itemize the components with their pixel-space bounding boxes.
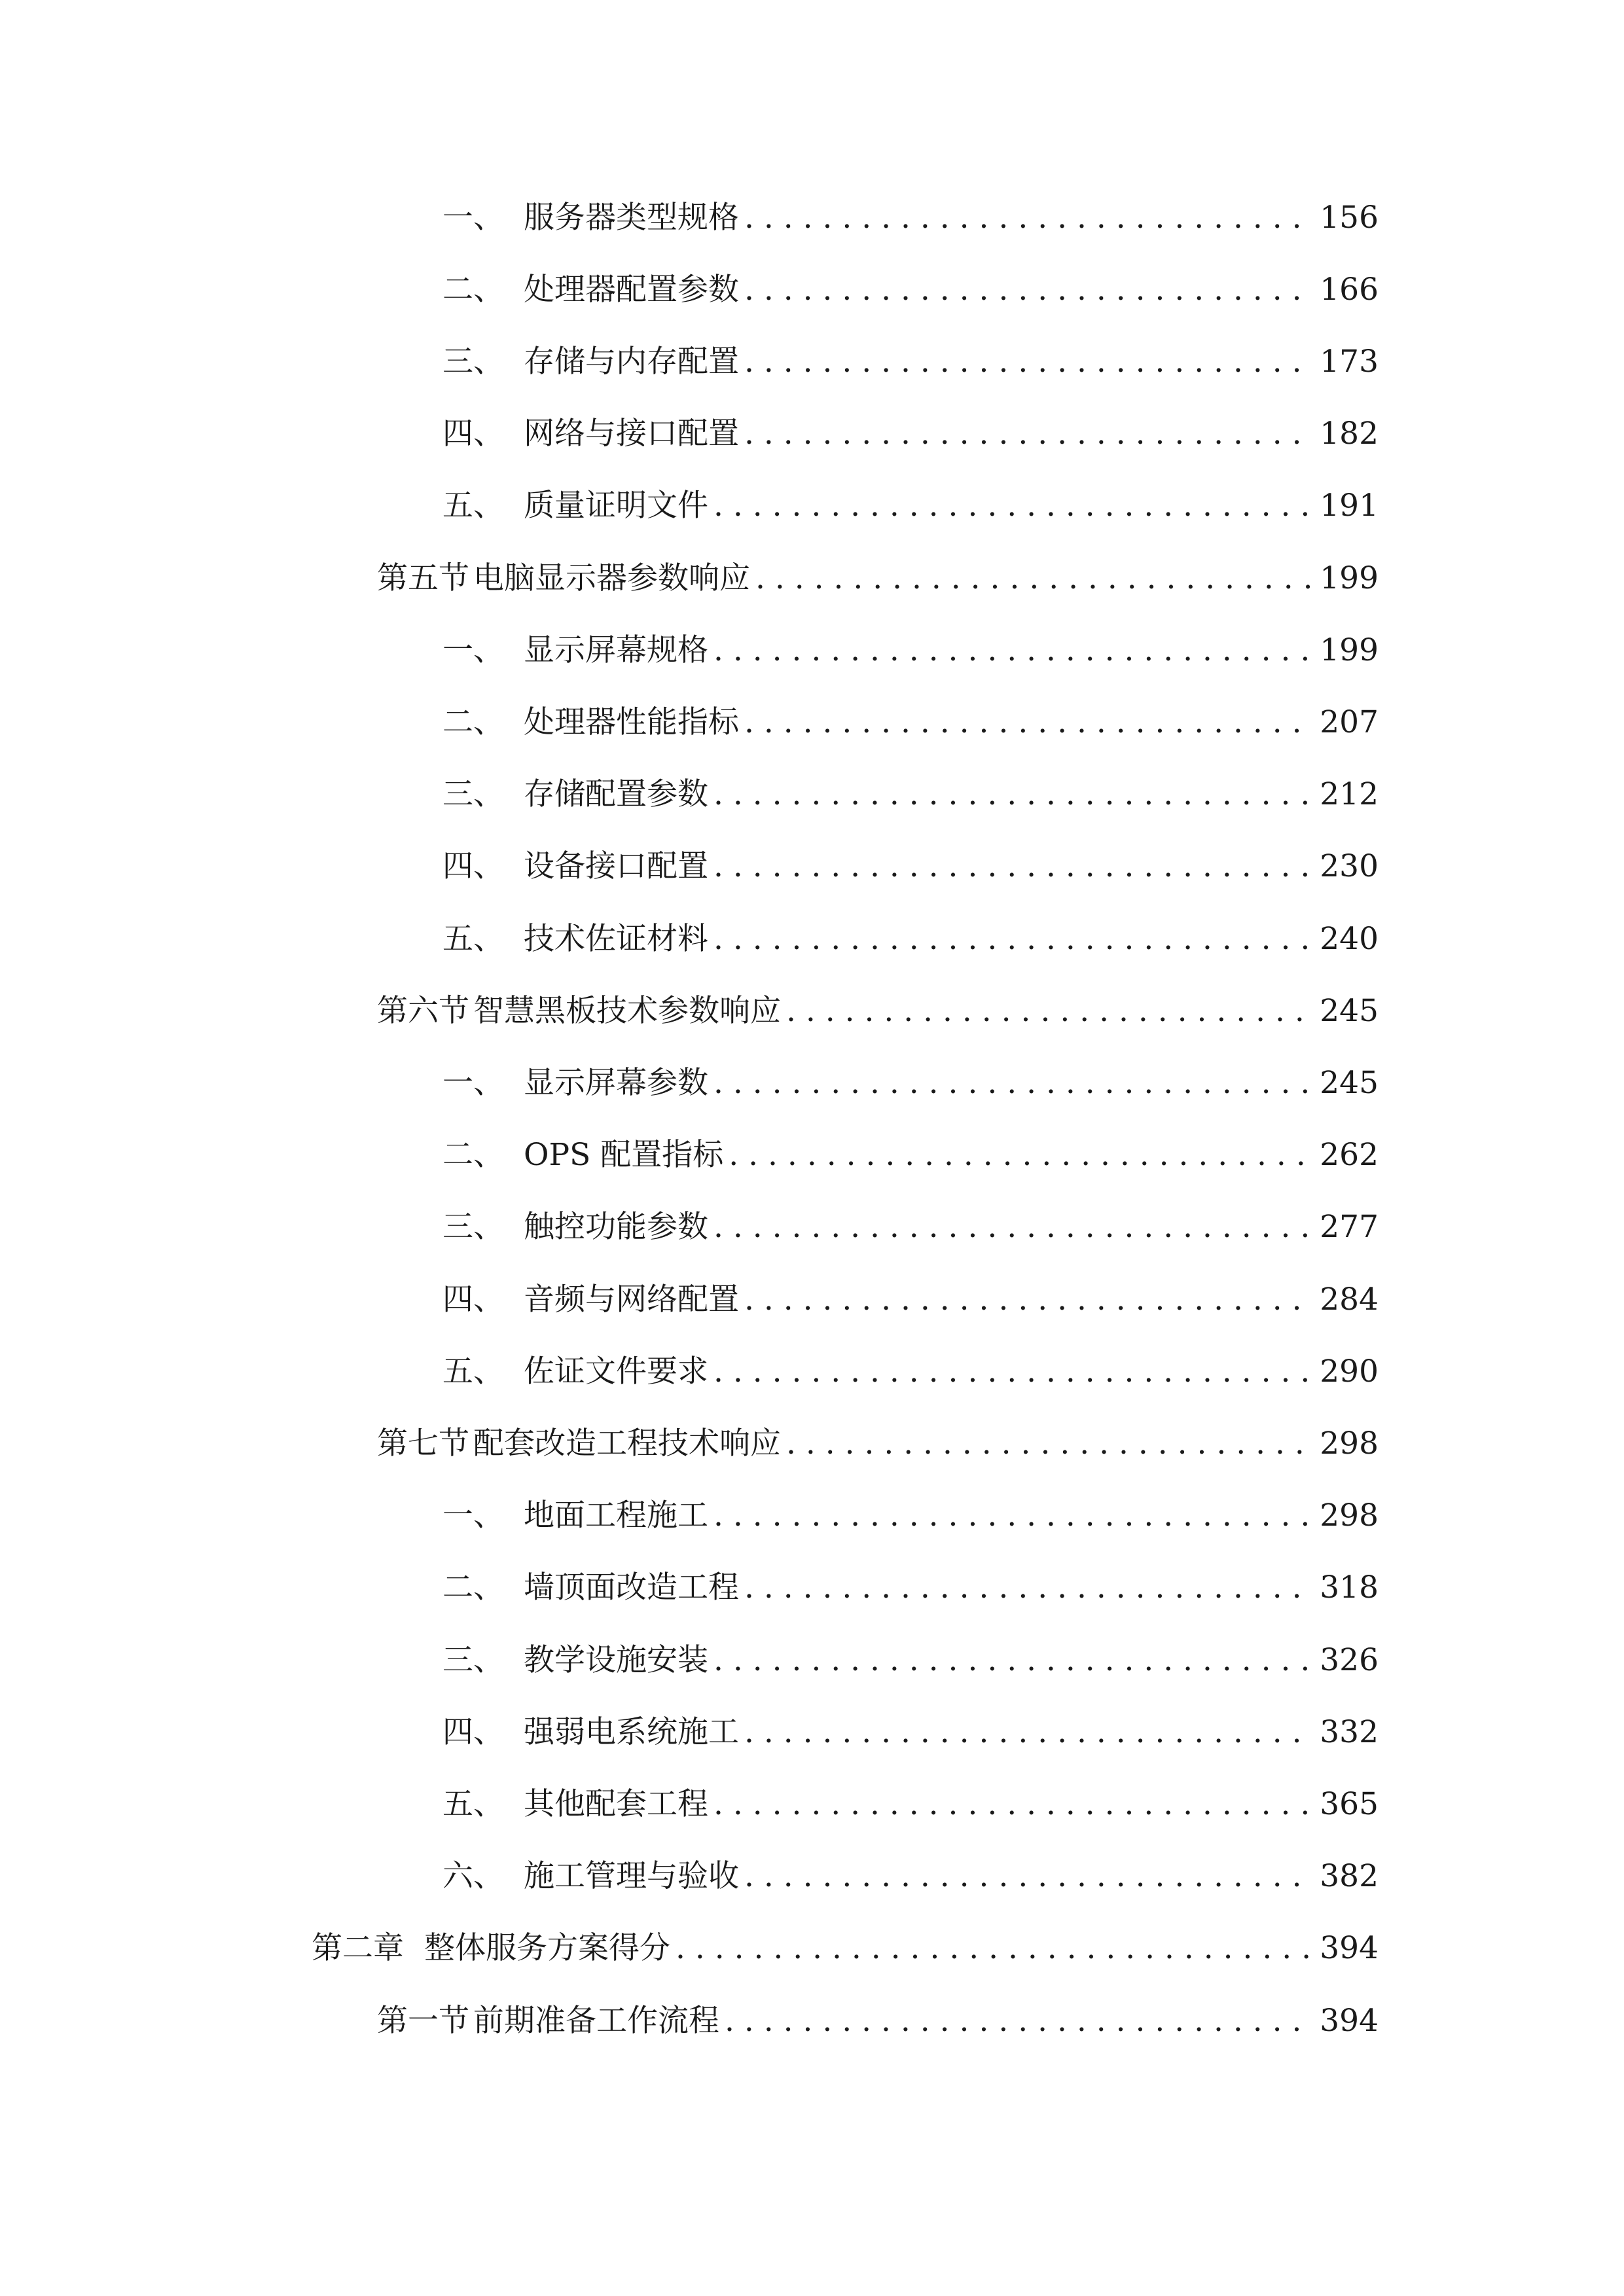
dot-leader	[713, 779, 1312, 810]
toc-entry-title: 质量证明文件	[524, 488, 708, 524]
toc-entry[interactable]	[442, 1335, 1379, 1407]
toc-entry-title: OPS 配置指标	[524, 1137, 724, 1174]
toc-entry-title: 存储配置参数	[524, 776, 708, 813]
toc-entry-number: 第一节	[377, 2002, 469, 2039]
toc-entry-page-number: 298	[1320, 1498, 1379, 1534]
toc-entry-page-number: 332	[1320, 1713, 1379, 1750]
toc-entry-number: 四、	[442, 1713, 504, 1750]
toc-entry-title: 网络与接口配置	[524, 416, 739, 452]
toc-entry[interactable]	[442, 1047, 1379, 1119]
toc-entry-number: 四、	[442, 1281, 504, 1318]
dot-leader	[744, 1572, 1312, 1603]
toc-entry-title: 智慧黑板技术参数响应	[473, 992, 781, 1029]
toc-entry-title: 显示屏幕参数	[524, 1064, 708, 1101]
toc-entry-title: 教学设施安装	[524, 1641, 708, 1678]
toc-entry-number: 六、	[442, 1858, 504, 1895]
dot-leader	[744, 418, 1312, 449]
toc-entry-page-number: 365	[1320, 1785, 1379, 1822]
toc-entry-number: 一、	[442, 199, 504, 236]
toc-entry-page-number: 318	[1320, 1570, 1379, 1606]
toc-entry-number: 一、	[442, 1498, 504, 1534]
toc-entry-title: 音频与网络配置	[524, 1281, 739, 1318]
toc-entry-number: 二、	[442, 1137, 504, 1174]
toc-entry-page-number: 230	[1320, 848, 1379, 885]
toc-entry[interactable]	[442, 1263, 1379, 1335]
toc-entry[interactable]	[442, 1840, 1379, 1912]
toc-entry-number: 三、	[442, 1641, 504, 1678]
toc-entry-number: 五、	[442, 1353, 504, 1390]
dot-leader	[744, 274, 1312, 305]
toc-entry-title: 电脑显示器参数响应	[473, 560, 750, 596]
toc-entry-page-number: 290	[1320, 1353, 1379, 1390]
toc-entry-page-number: 382	[1320, 1858, 1379, 1895]
dot-leader	[729, 1139, 1312, 1170]
toc-entry-page-number: 207	[1320, 704, 1379, 740]
toc-entry-page-number: 199	[1320, 632, 1379, 668]
toc-entry-number: 二、	[442, 704, 504, 740]
toc-entry-number: 三、	[442, 1209, 504, 1246]
dot-leader	[725, 2005, 1312, 2036]
toc-entry[interactable]	[442, 1696, 1379, 1768]
toc-entry[interactable]	[377, 1407, 1379, 1479]
dot-leader	[755, 563, 1312, 594]
toc-entry[interactable]	[442, 831, 1379, 903]
toc-entry-number: 三、	[442, 343, 504, 380]
toc-entry-title: 墙顶面改造工程	[524, 1570, 739, 1606]
toc-entry[interactable]	[377, 1984, 1379, 2056]
toc-entry-number: 二、	[442, 271, 504, 308]
toc-entry-title: 存储与内存配置	[524, 343, 739, 380]
dot-leader	[713, 1211, 1312, 1242]
toc-entry-title: 前期准备工作流程	[473, 2002, 719, 2039]
toc-entry-page-number: 199	[1320, 560, 1379, 596]
toc-entry-page-number: 262	[1320, 1137, 1379, 1174]
toc-entry-number: 五、	[442, 488, 504, 524]
toc-entry[interactable]	[442, 470, 1379, 542]
toc-entry-title: 施工管理与验收	[524, 1858, 739, 1895]
dot-leader	[713, 1645, 1312, 1676]
toc-entry[interactable]	[442, 253, 1379, 325]
toc-entry-number: 五、	[442, 1785, 504, 1822]
toc-entry-number: 第六节	[377, 992, 469, 1029]
toc-entry-title: 强弱电系统施工	[524, 1713, 739, 1750]
toc-entry-title: 触控功能参数	[524, 1209, 708, 1246]
dot-leader	[713, 1067, 1312, 1098]
dot-leader	[713, 1500, 1312, 1531]
toc-entry-page-number: 212	[1320, 776, 1379, 813]
toc-entry-title: 处理器配置参数	[524, 271, 739, 308]
toc-entry[interactable]	[442, 1480, 1379, 1552]
toc-entry-page-number: 173	[1320, 343, 1379, 380]
dot-leader	[744, 707, 1312, 738]
dot-leader	[713, 924, 1312, 954]
toc-entry-title: 配套改造工程技术响应	[473, 1425, 781, 1462]
toc-entry-title: 技术佐证材料	[524, 920, 708, 957]
toc-entry[interactable]	[442, 325, 1379, 397]
toc-entry-number: 一、	[442, 632, 504, 668]
toc-entry[interactable]	[442, 686, 1379, 758]
toc-entry-page-number: 166	[1320, 271, 1379, 308]
toc-entry-page-number: 245	[1320, 992, 1379, 1029]
toc-entry[interactable]	[442, 398, 1379, 470]
dot-leader	[713, 851, 1312, 882]
toc-entry-number: 三、	[442, 776, 504, 813]
toc-entry-title: 服务器类型规格	[524, 199, 739, 236]
toc-entry-title: 佐证文件要求	[524, 1353, 708, 1390]
toc-entry-page-number: 245	[1320, 1064, 1379, 1101]
toc-entry-title: 显示屏幕规格	[524, 632, 708, 668]
dot-leader	[676, 1933, 1312, 1964]
dot-leader	[713, 1789, 1312, 1820]
toc-entry-page-number: 284	[1320, 1281, 1379, 1318]
toc-entry-number: 第五节	[377, 560, 469, 596]
toc-entry[interactable]	[442, 614, 1379, 686]
toc-entry-title: 处理器性能指标	[524, 704, 739, 740]
toc-entry[interactable]	[312, 1912, 1379, 1984]
toc-entry-page-number: 240	[1320, 920, 1379, 957]
toc-entry[interactable]	[442, 1552, 1379, 1624]
toc-entry[interactable]	[442, 1768, 1379, 1840]
dot-leader	[744, 1284, 1312, 1315]
toc-entry-title: 整体服务方案得分	[424, 1930, 670, 1967]
dot-leader	[744, 202, 1312, 233]
toc-entry[interactable]	[442, 1191, 1379, 1263]
toc-entry-page-number: 394	[1320, 2002, 1379, 2039]
dot-leader	[713, 1356, 1312, 1387]
dot-leader	[786, 1428, 1312, 1459]
toc-entry-number: 四、	[442, 848, 504, 885]
toc-entry-page-number: 182	[1320, 416, 1379, 452]
toc-entry-number: 二、	[442, 1570, 504, 1606]
dot-leader	[786, 996, 1312, 1026]
toc-entry-number: 一、	[442, 1064, 504, 1101]
toc-entry-page-number: 277	[1320, 1209, 1379, 1246]
dot-leader	[744, 1861, 1312, 1892]
dot-leader	[744, 1717, 1312, 1748]
toc-entry-page-number: 191	[1320, 488, 1379, 524]
toc-entry[interactable]	[442, 1119, 1379, 1191]
toc-entry-number: 第二章	[312, 1930, 404, 1967]
toc-entry[interactable]	[442, 759, 1379, 831]
toc-entry[interactable]	[377, 542, 1379, 614]
dot-leader	[713, 490, 1312, 521]
toc-entry-number: 五、	[442, 920, 504, 957]
toc-entry-number: 四、	[442, 416, 504, 452]
toc-entry-page-number: 326	[1320, 1641, 1379, 1678]
toc-entry-page-number: 394	[1320, 1930, 1379, 1967]
toc-entry-title: 地面工程施工	[524, 1498, 708, 1534]
toc-entry[interactable]	[442, 1624, 1379, 1696]
toc-entry-number: 第七节	[377, 1425, 469, 1462]
dot-leader	[744, 346, 1312, 377]
toc-entry-title: 其他配套工程	[524, 1785, 708, 1822]
toc-entry-title: 设备接口配置	[524, 848, 708, 885]
toc-entry-page-number: 156	[1320, 199, 1379, 236]
toc-entry-page-number: 298	[1320, 1425, 1379, 1462]
toc-entry[interactable]	[377, 975, 1379, 1047]
toc-entry[interactable]	[442, 903, 1379, 975]
dot-leader	[713, 635, 1312, 666]
toc-entry[interactable]	[442, 181, 1379, 253]
